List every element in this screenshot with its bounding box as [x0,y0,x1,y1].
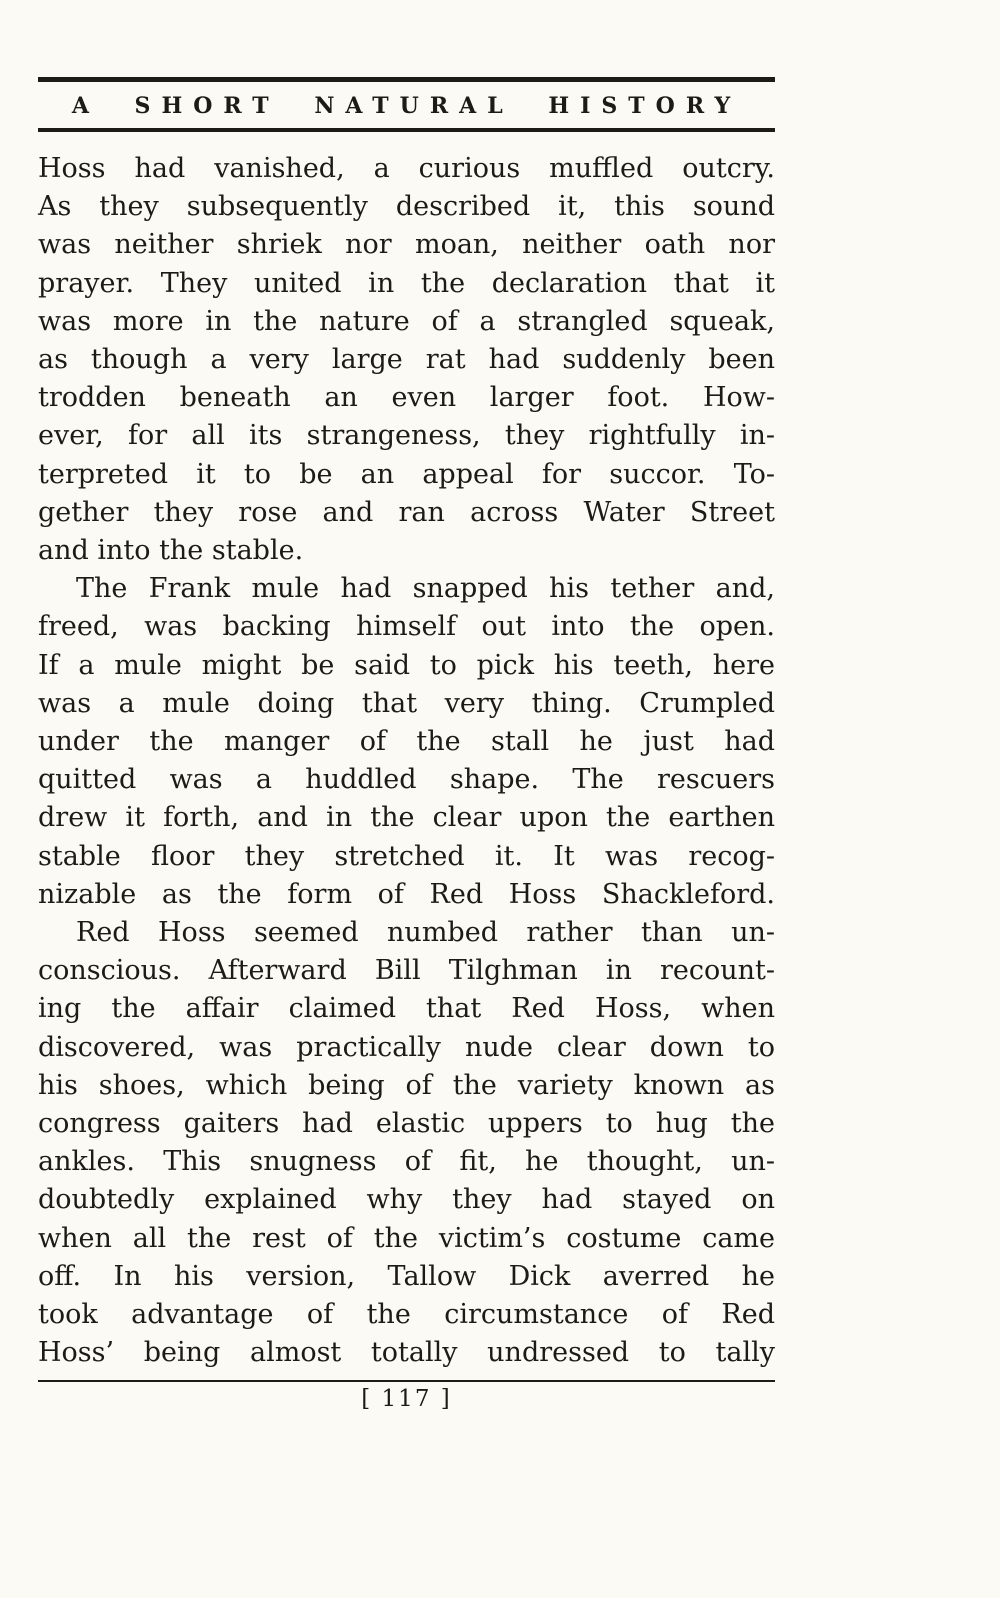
page-number: [ 117 ] [361,1386,452,1412]
text-line: Hoss’ being almost totally undressed to tally [38,1337,775,1369]
text-line: was a mule doing that very thing. Crumpled [38,687,775,719]
text-line: was more in the nature of a strangled squeak, [38,305,775,337]
text-line: stable floor they stretched it. It was recog- [38,840,775,872]
text-line: Red Hoss seemed numbed rather than un- [76,917,775,949]
text-line: took advantage of the circumstance of Red [38,1299,775,1331]
text-line: doubtedly explained why they had stayed on [38,1184,775,1216]
text-line: gether they rose and ran across Water Street [38,496,775,528]
page-body [38,150,775,1373]
text-line: As they subsequently described it, this sound [38,191,775,223]
text-line: drew it forth, and in the clear upon the earthen [38,802,775,834]
text-line: as though a very large rat had suddenly been [38,344,775,376]
text-line: ankles. This snugness of fit, he thought, un- [38,1146,775,1178]
text-line: prayer. They united in the declaration that it [38,267,775,299]
text-line: was neither shriek nor moan, neither oath nor [38,229,775,261]
text-line: freed, was backing himself out into the open. [38,611,775,643]
paragraph [38,570,775,914]
text-line: Hoss had vanished, a curious muffled outcry. [38,153,775,184]
running-header-title: A SHORT NATURAL HISTORY [71,93,742,119]
text-line: ever, for all its strangeness, they rightfully in- [38,420,775,452]
text-line: ing the affair claimed that Red Hoss, when [38,993,775,1025]
paragraph [38,150,775,570]
text-line: trodden beneath an even larger foot. How- [38,382,775,414]
text-line: off. In his version, Tallow Dick averred he [38,1260,775,1292]
page-footer [38,1380,775,1412]
text-column [38,0,775,1373]
text-line: discovered, was practically nude clear down to [38,1031,775,1063]
text-line: conscious. Afterward Bill Tilghman in recount- [38,955,775,987]
text-line: congress gaiters had elastic uppers to hug the [38,1108,775,1140]
text-line: quitted was a huddled shape. The rescuers [38,764,775,796]
text-line: under the manger of the stall he just had [38,726,775,758]
text-line: terpreted it to be an appeal for succor. To- [38,458,775,490]
text-line: nizable as the form of Red Hoss Shackleford. [38,878,775,910]
text-line: The Frank mule had snapped his tether and, [76,573,775,605]
paragraph [38,914,775,1372]
text-line: his shoes, which being of the variety known as [38,1069,775,1101]
footer-rule [38,1380,775,1382]
text-line: and into the stable. [38,535,304,567]
header-bottom-rule [38,128,775,132]
text-line: If a mule might be said to pick his teeth, here [38,649,775,681]
text-line: when all the rest of the victim’s costume came [38,1222,775,1254]
